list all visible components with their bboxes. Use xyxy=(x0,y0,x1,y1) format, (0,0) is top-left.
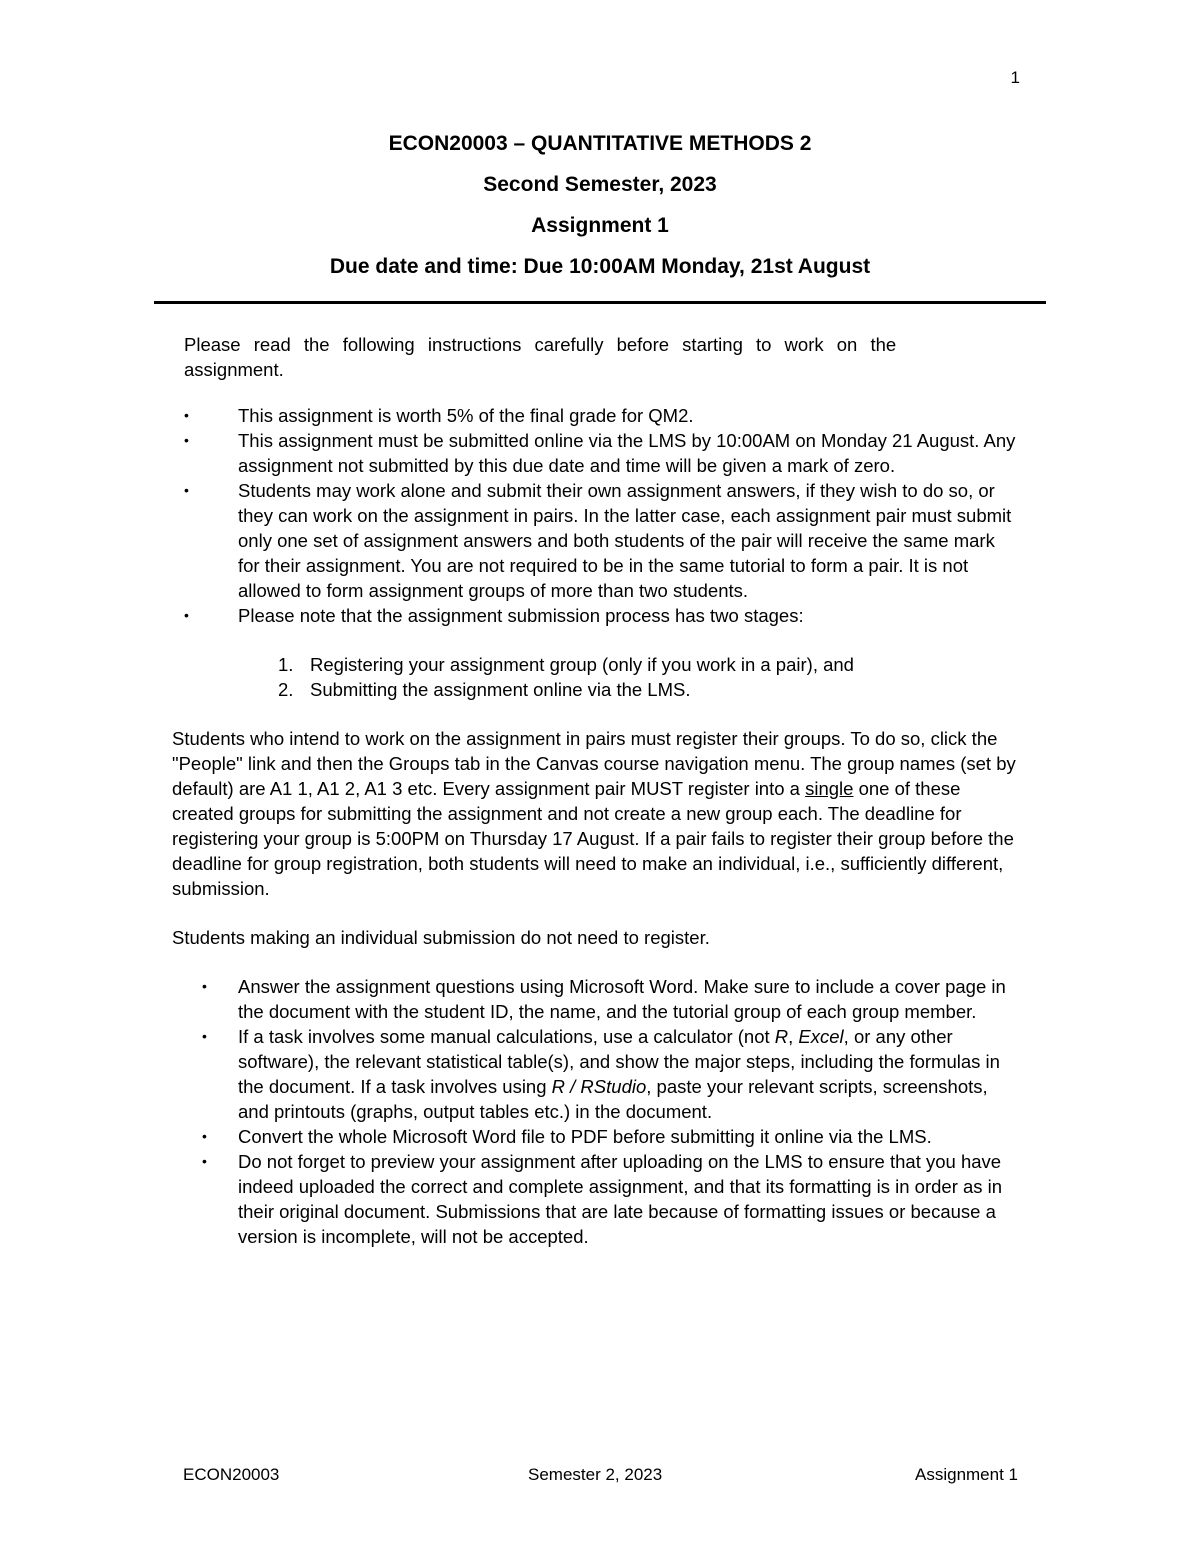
list-item: • Convert the whole Microsoft Word file to PDF before submitting it online via the LMS. xyxy=(202,1126,932,1147)
intro-line-1: Please read the following instructions carefully before starting to work on the xyxy=(184,334,897,355)
individual-submission-note: Students making an individual submission do not need to register. xyxy=(172,927,710,948)
page-number: 1 xyxy=(1010,68,1020,87)
assignment-title: Assignment 1 xyxy=(531,214,669,237)
bullet-icon: • xyxy=(184,432,189,448)
submission-stages-list xyxy=(172,652,1018,702)
bullet-icon: • xyxy=(202,1153,207,1169)
header-divider xyxy=(154,301,1046,304)
list-item: • If a task involves some manual calculations, use a calculator (not R, Excel, or any other software), the relevant statistical table(s), and show the major steps, including the formulas in the document. If a task involves using R / RStudio, paste your relevant scripts, screenshots, and printouts (graphs, output tables etc.) in the document. xyxy=(202,1026,1000,1122)
bullet-icon: • xyxy=(202,1028,207,1044)
bullet-icon: • xyxy=(184,607,189,623)
intro-paragraph xyxy=(184,332,1018,382)
due-date-title: Due date and time: Due 10:00AM Monday, 21st August xyxy=(329,255,871,278)
single-emphasis: single xyxy=(805,778,854,799)
list-item: 1. Registering your assignment group (only if you work in a pair), and xyxy=(278,654,854,675)
list-item: 2. Submitting the assignment online via the LMS. xyxy=(278,679,691,700)
bullet-icon: • xyxy=(184,407,189,423)
bullet-icon: • xyxy=(184,482,189,498)
intro-line-2: assignment. xyxy=(184,359,284,380)
page-footer xyxy=(183,1465,1018,1487)
list-item: • This assignment is worth 5% of the final grade for QM2. xyxy=(184,405,694,426)
list-item: • Students may work alone and submit their own assignment answers, if they wish to do so, or they can work on the assignment in pairs. In the latter case, each assignment pair must submit only one set of assignment answers and both students of the pair will receive the same mark for their assignment. You are not required to be in the same tutorial to form a pair. It is not allowed to form assignment groups of more than two students. xyxy=(184,480,1012,601)
list-item: • Do not forget to preview your assignment after uploading on the LMS to ensure that you have indeed uploaded the correct and complete assignment, and that its formatting is in order as in their original document. Submissions that are late because of formatting issues or because a version is incomplete, will not be accepted. xyxy=(202,1151,1003,1247)
document-header xyxy=(150,133,1050,286)
bullet-icon: • xyxy=(202,978,207,994)
footer-assignment: Assignment 1 xyxy=(915,1465,1018,1484)
course-title: ECON20003 – QUANTITATIVE METHODS 2 xyxy=(388,132,812,155)
footer-semester: Semester 2, 2023 xyxy=(528,1465,663,1484)
footer-course-code: ECON20003 xyxy=(183,1465,280,1484)
list-item: • Answer the assignment questions using Microsoft Word. Make sure to include a cover page in the document with the student ID, the name, and the tutorial group of each group member. xyxy=(202,976,1006,1022)
list-item: • Please note that the assignment submission process has two stages: xyxy=(184,605,804,626)
bullet-icon: • xyxy=(202,1128,207,1144)
answer-instructions-list xyxy=(172,974,1018,1249)
instructions-list xyxy=(172,403,1018,628)
list-item: • This assignment must be submitted online via the LMS by 10:00AM on Monday 21 August. Any assignment not submitted by this due date and time will be given a mark of zero. xyxy=(184,430,1016,476)
semester-title: Second Semester, 2023 xyxy=(483,173,717,196)
document-body xyxy=(172,332,1018,1249)
registration-paragraph: Students who intend to work on the assignment in pairs must register their groups. To do so, click the "People" link and then the Groups tab in the Canvas course navigation menu. The group names (set by default) are A1 1, A1 2, A1 3 etc. Every assignment pair MUST register into a single one of these created groups for submitting the assignment and not create a new group each. The deadline for registering your group is 5:00PM on Thursday 17 August. If a pair fails to register their group before the deadline for group registration, both students will need to make an individual, i.e., sufficiently different, submission. xyxy=(172,728,1016,899)
